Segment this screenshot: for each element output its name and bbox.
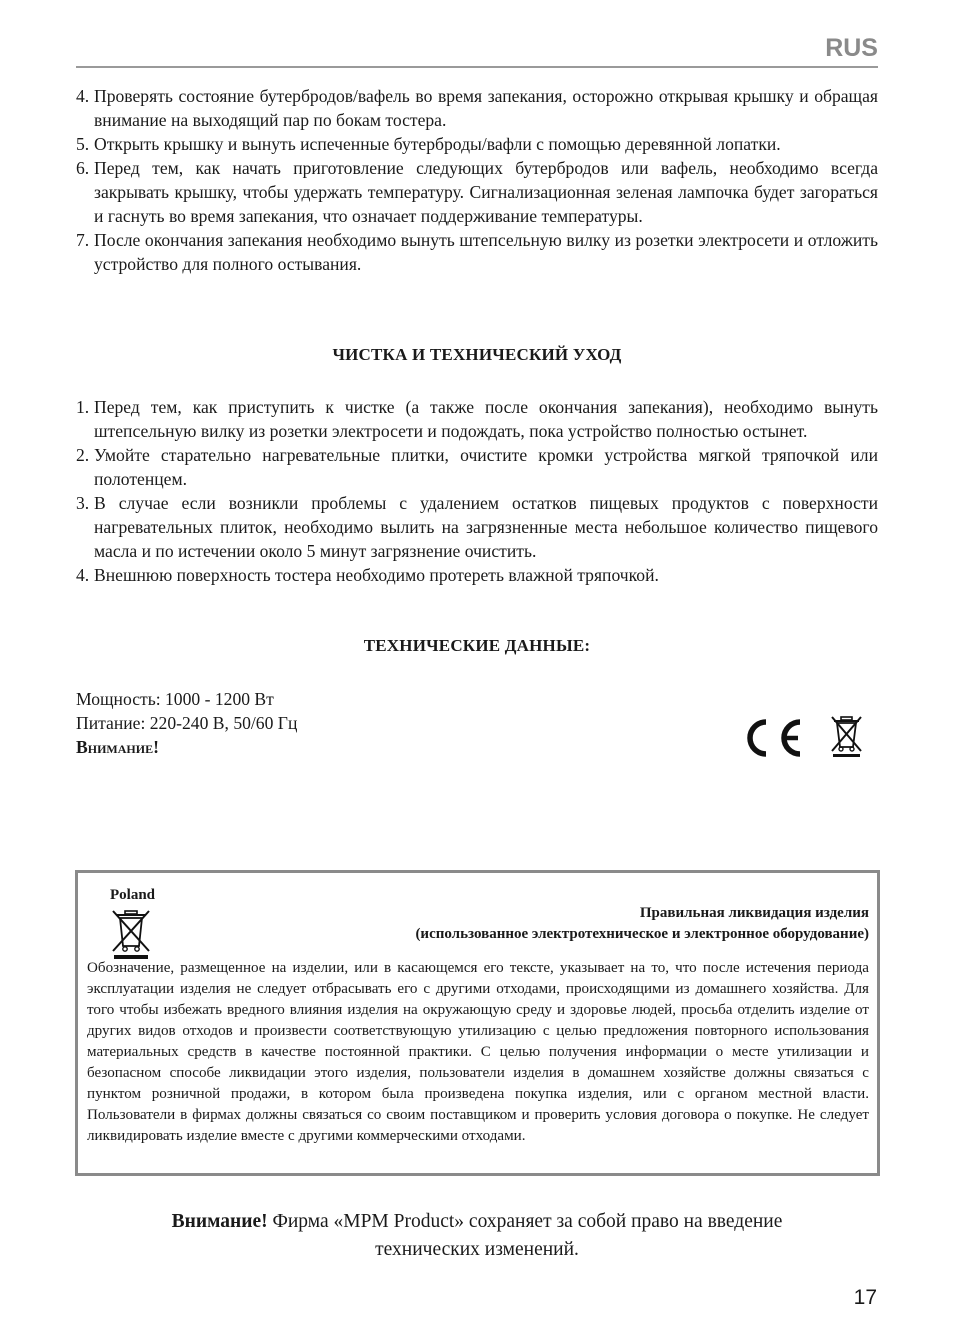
supply-spec: Питание: 220-240 В, 50/60 Гц (76, 713, 298, 733)
item-number: 1. (76, 397, 90, 417)
warning-label: Внимание! (76, 737, 159, 757)
item-text: В случае если возникли проблемы с удалением остатков пищевых продуктов с поверхности нагревательных плиток, необходимо вылить на загрязненные места небольшое количество пищевого масла и по истечении около 5 минут загрязнение очистить. (94, 493, 878, 561)
instructions-list (76, 84, 878, 276)
notice-line1: Фирма «MPM Product» сохраняет за собой право на введение (267, 1211, 783, 1232)
instruction-item (76, 84, 878, 132)
page-number: 17 (853, 1286, 877, 1309)
item-text: После окончания запекания необходимо вынуть штепсельную вилку из розетки электросети и отложить устройство для полного остывания. (94, 230, 878, 274)
cleaning-item (76, 563, 878, 587)
disposal-title (415, 903, 869, 945)
disposal-title-line1: Правильная ликвидация изделия (639, 905, 869, 921)
item-number: 7. (76, 230, 90, 250)
item-text: Умойте старательно нагревательные плитки, очистите кромки устройства мягкой тряпочкой или полотенцем. (94, 445, 878, 489)
disposal-box (75, 870, 880, 1176)
header-rule (76, 66, 878, 68)
instruction-item (76, 156, 878, 228)
language-code: RUS (825, 34, 878, 62)
notice-bold: Внимание! (171, 1211, 268, 1232)
disposal-text: Обозначение, размещенное на изделии, или в касающемся его тексте, указывает на то, что после истечения периода эксплуатации изделия не следует отбрасывать его с другими отходами, происходящими из домашнего хозяйства. Для того чтобы избежать вредного влияния изделия на окружающую среду и здоровье людей, просьба отделить изделие от других видов отходов и произвести соответствующую утилизацию с целью предложения повторного использования материальных средств в качестве постоянной практики. С целью получения информации о месте утилизации и безопасном способе ликвидации этого изделия, пользователи изделия в домашнем хозяйстве должны связаться с пунктом розничной продажи, в котором была произведена покупка изделия, или с органом местной власти. Пользователи в фирмах должны связаться со своим поставщиком и проверить условия договора о покупке. Не следует ликвидировать изделие вместе с другими коммерческими отходами. (87, 960, 869, 1144)
power-spec: Мощность: 1000 - 1200 Вт (76, 689, 274, 709)
item-number: 6. (76, 158, 90, 178)
cleaning-item (76, 443, 878, 491)
crossed-bin-icon (110, 908, 152, 960)
notice (76, 1208, 878, 1264)
item-number: 2. (76, 445, 90, 465)
item-number: 5. (76, 134, 90, 154)
item-text: Открыть крышку и вынуть испеченные бутерброды/вафли с помощью деревянной лопатки. (94, 134, 781, 154)
item-number: 4. (76, 86, 90, 106)
notice-line2: технических изменений. (375, 1239, 579, 1260)
tech-heading: ТЕХНИЧЕСКИЕ ДАННЫЕ: (363, 636, 591, 655)
disposal-title-line2: (использованное электротехническое и электронное оборудование) (415, 926, 869, 942)
tech-specs (76, 687, 297, 759)
item-number: 3. (76, 493, 90, 513)
cleaning-item (76, 395, 878, 443)
cleaning-list (76, 395, 878, 587)
item-text: Внешнюю поверхность тостера необходимо протереть влажной тряпочкой. (94, 565, 659, 585)
item-number: 4. (76, 565, 90, 585)
item-text: Проверять состояние бутербродов/вафель во время запекания, осторожно открывая крышку и обращая внимание на выходящий пар по бокам тостера. (94, 86, 878, 130)
instruction-item (76, 228, 878, 276)
cleaning-item (76, 491, 878, 563)
item-text: Перед тем, как начать приготовление следующих бутербродов или вафель, необходимо всегда закрывать крышку, чтобы удержать температуру. Сигнализационная зеленая лампочка будет загораться и гаснуть во время запекания, что означает поддерживание температуры. (94, 158, 878, 226)
cleaning-heading: ЧИСТКА И ТЕХНИЧЕСКИЙ УХОД (332, 345, 622, 364)
ce-mark-icon (742, 717, 806, 759)
country-label: Poland (110, 887, 156, 903)
instruction-item (76, 132, 878, 156)
crossed-bin-icon (830, 714, 863, 758)
item-text: Перед тем, как приступить к чистке (а также после окончания запекания), необходимо вынуть штепсельную вилку из розетки электросети и подождать, пока устройство полностью остынет. (94, 397, 878, 441)
